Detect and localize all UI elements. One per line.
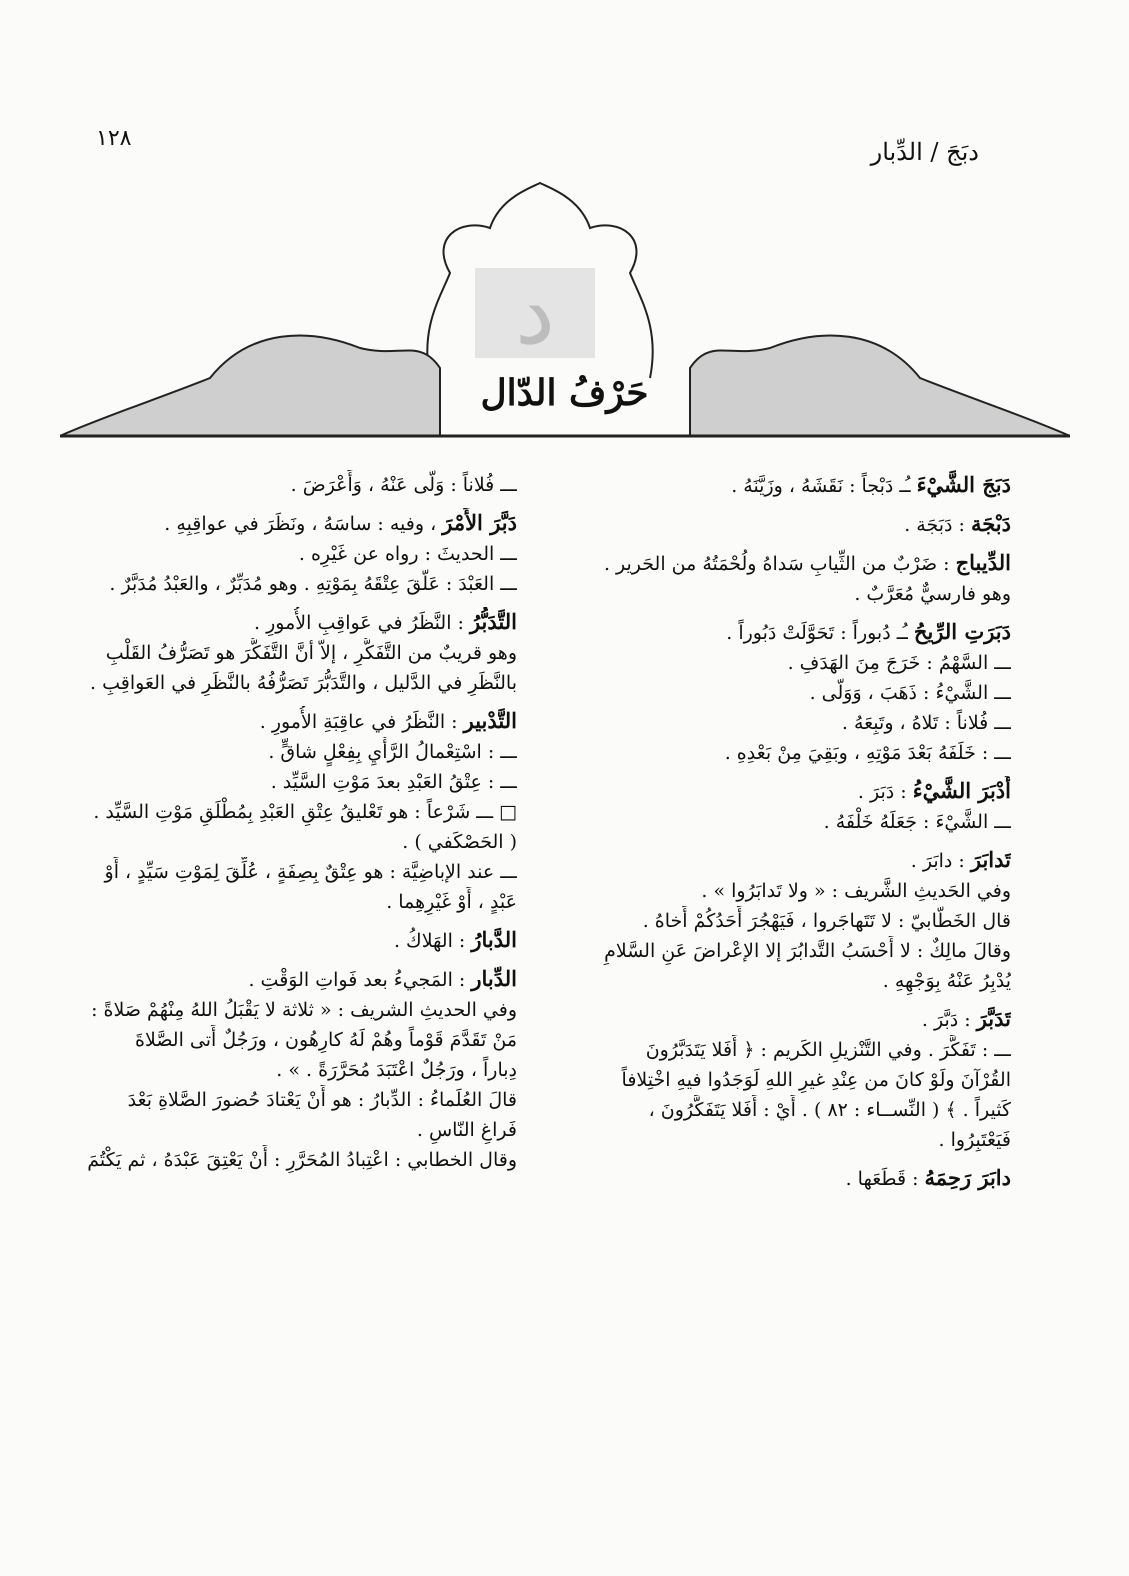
dictionary-entry (59, 470, 517, 500)
dictionary-entry (59, 607, 517, 698)
dictionary-entry (59, 925, 517, 956)
entry-line: ـــ عند الإباضِيَّة : هو عِتْقٌ بِصِفَةٍ ، عُلِّقَ لِمَوْتِ سَيِّدٍ ، أَوْ (104, 861, 517, 883)
entry-line: تَدَبَّرَ : دَبَّرَ . (921, 1006, 1011, 1031)
right-column (553, 470, 1011, 1202)
entry-line: كَثيراً . ﴾ ( النِّســاء : ٨٢ ) . أَيْ : أَفَلا يَتَفَكَّرُونَ ، (648, 1099, 1011, 1121)
entry-headword: الدَّبارُ (471, 927, 517, 952)
entry-headword: تَدَبَّرَ (976, 1006, 1011, 1031)
section-title: حَرْفُ الدّال (480, 372, 649, 414)
entry-line: ـــ الشَّيْءُ : ذَهَبَ ، وَوَلّى . (809, 682, 1011, 704)
entry-line: أَدْبَرَ الشَّيْءُ : دَبَرَ . (857, 778, 1011, 803)
entry-line: فَراغِ النّاسِ . (416, 1119, 517, 1141)
dictionary-entry (553, 548, 1011, 609)
entry-line: دِباراً ، ورَجُلٌ اعْتَبَدَ مُحَرَّرَةً . » . (276, 1059, 517, 1081)
entry-line: وهو قريبٌ من التَّفَكُّرِ ، إلاّ أنَّ التَّفَكُّرَ هو تَصَرُّفُ القَلْبِ (105, 642, 517, 664)
entry-headword: دَبَرَتِ الرِّيحُ (913, 619, 1011, 644)
dictionary-entry (59, 964, 517, 1175)
entry-line: وهو فارسيٌّ مُعَرَّبٌ . (854, 583, 1011, 605)
entry-line: وفي الحديثِ الشريف : « ثلاثة لا يَقْبَلُ اللهُ مِنْهُمْ صَلاةً : (91, 999, 517, 1021)
entry-line: ـــ : اسْتِعْمالُ الرَّأْيِ بِفِعْلٍ شاقٍّ . (268, 741, 517, 763)
dictionary-entry (553, 1163, 1011, 1194)
entry-line: دَبَرَتِ الرِّيحُ ـُـ دُبوراً : تَحَوَّلَتْ دَبُوراً . (726, 619, 1011, 644)
entry-line: دابَرَ رَحِمَهُ : قَطَعَها . (845, 1165, 1011, 1190)
entry-line: الدِّيباج : ضَرْبٌ من الثِّيابِ سَداهُ ولُحْمَتُهُ من الحَرير . (603, 550, 1011, 575)
dictionary-entry (553, 617, 1011, 768)
entry-line: قال الخَطّابيّ : لا تَتَهاجَروا ، فَيَهْجُرَ أَحَدُكُمْ أَخاهُ . (642, 910, 1011, 932)
entry-line: ـــ العَبْدَ : عَلَّقَ عِتْقَهُ بِمَوْتِهِ . وهو مُدَبِّرٌ ، والعَبْدُ مُدَبَّرٌ . (109, 573, 517, 595)
entry-line: ـــ : عِتْقُ العَبْدِ بعدَ مَوْتِ السَّيِّد . (270, 771, 517, 793)
entry-headword: تَدابَرَ (970, 847, 1011, 872)
entry-headword: دَبْجَة (970, 511, 1011, 536)
entry-line: الدَّبارُ : الهَلاكُ . (393, 927, 517, 952)
entry-line: ـــ : خَلَفَهُ بَعْدَ مَوْتِهِ ، وبَقِيَ مِنْ بَعْدِهِ . (724, 742, 1011, 764)
page-number: ١٢٨ (96, 126, 132, 151)
entry-line: بالنَّظَرِ في الدَّليل ، والتَّدَبُّرَ تَصَرُّفُهُ بالنَّظَرِ في العَواقِبِ . (90, 672, 517, 694)
entry-line: دَبَّرَ الأَمْرَ ، وفيه : ساسَهُ ، ونَظَرَ في عواقِبِهِ . (164, 510, 517, 535)
entry-line: وقالَ مالِكٌ : لا أَحْسَبُ التَّدابُرَ إلا الإعْراضَ عَنِ السَّلامِ (604, 940, 1011, 962)
dictionary-entry (59, 508, 517, 599)
entry-line: مَنْ تَقَدَّمَ قَوْماً وهُمْ لَهُ كارِهُون ، ورَجُلٌ أَتى الصَّلاةَ (135, 1029, 517, 1051)
left-column (59, 470, 517, 1183)
dictionary-entry (553, 1004, 1011, 1155)
entry-line: تَدابَرَ : دابَرَ . (910, 847, 1011, 872)
dictionary-entry (553, 470, 1011, 501)
entry-line: دَبْجَة : دَبَجَة . (904, 511, 1011, 536)
entry-headword: أَدْبَرَ الشَّيْءُ (912, 778, 1011, 803)
entry-headword: الدِّبار (471, 966, 517, 991)
entry-line: يُدْبِرُ عَنْهُ بِوَجْهِهِ . (882, 970, 1011, 992)
entry-line: ـــ فُلاناً : وَلّى عَنْهُ ، وَأَعْرَضَ . (290, 474, 517, 496)
entry-line: ـــ : تَفَكَّرَ . وفي التَّنْزيلِ الكَريم : ﴿ أَفَلا يَتَدَبَّرُونَ (645, 1039, 1011, 1061)
entry-line: ـــ الحديثَ : رواه عن غَيْرِه . (298, 543, 517, 565)
dictionary-entry (553, 845, 1011, 996)
entry-headword: دَبَّرَ الأَمْرَ (442, 510, 517, 535)
entry-line: ( الحَصْكَفي ) . (402, 831, 517, 853)
entry-line: دَبَجَ الشَّيْءَ ـُـ دَبْجاً : نَقَشَهُ ، وزَيَّنَهُ . (731, 472, 1011, 497)
entry-line: قالَ العُلَماءُ : الدِّبارُ : هو أَنْ يَعْتادَ حُضورَ الصَّلاةِ بَعْدَ (127, 1089, 517, 1111)
entry-headword: التَّدَبُّرُ (469, 609, 517, 634)
dictionary-entry (553, 776, 1011, 837)
entry-line: عَبْدٍ ، أَوْ غَيْرِهِما . (386, 891, 517, 913)
entry-line: ـــ الشَّيْءَ : جَعَلَهُ خَلْفَهُ . (823, 811, 1011, 833)
entry-line: ـــ السَّهْمُ : خَرَجَ مِنَ الهَدَفِ . (787, 652, 1011, 674)
entry-headword: التَّدْبير (463, 708, 517, 733)
ornament-letter: د (514, 260, 556, 365)
entry-headword: دابَرَ رَحِمَهُ (924, 1165, 1011, 1190)
entry-line: التَّدَبُّرُ : النَّظَرُ في عَواقِبِ الأُمورِ . (254, 609, 517, 634)
entry-line: القُرْآنَ ولَوْ كانَ من عِنْدِ غيرِ اللهِ لَوَجَدُوا فيهِ اخْتِلافاً (621, 1069, 1011, 1091)
entry-line: الدِّبار : المَجيءُ بعد فَواتِ الوَقْتِ . (248, 966, 517, 991)
entry-line: وقال الخطابي : اعْتِبادُ المُحَرَّرِ : أَنْ يَعْتِقَ عَبْدَهُ ، ثم يَكْتُمَ (87, 1149, 517, 1171)
dictionary-entry (553, 509, 1011, 540)
page-header-title: دبَجَ / الدِّبار (870, 138, 979, 166)
entry-line: ـــ فُلاناً : تَلاهُ ، وتَبِعَهُ . (841, 712, 1011, 734)
dictionary-entry (59, 706, 517, 917)
entry-line: وفي الحَديثِ الشَّريف : « ولا تَدابَرُوا » . (701, 880, 1011, 902)
entry-line: التَّدْبير : النَّظَرُ في عاقِبَةِ الأُمورِ . (259, 708, 517, 733)
entry-headword: الدِّيباج (955, 550, 1011, 575)
entry-line: فَيَعْتَبِرُوا . (938, 1129, 1011, 1151)
entry-headword: دَبَجَ الشَّيْءَ (916, 472, 1011, 497)
entry-line: □ ـــ شَرْعاً : هو تَعْليقُ عِتْقِ العَبْدِ بِمُطْلَقِ مَوْتِ السَّيِّد . (93, 801, 517, 823)
